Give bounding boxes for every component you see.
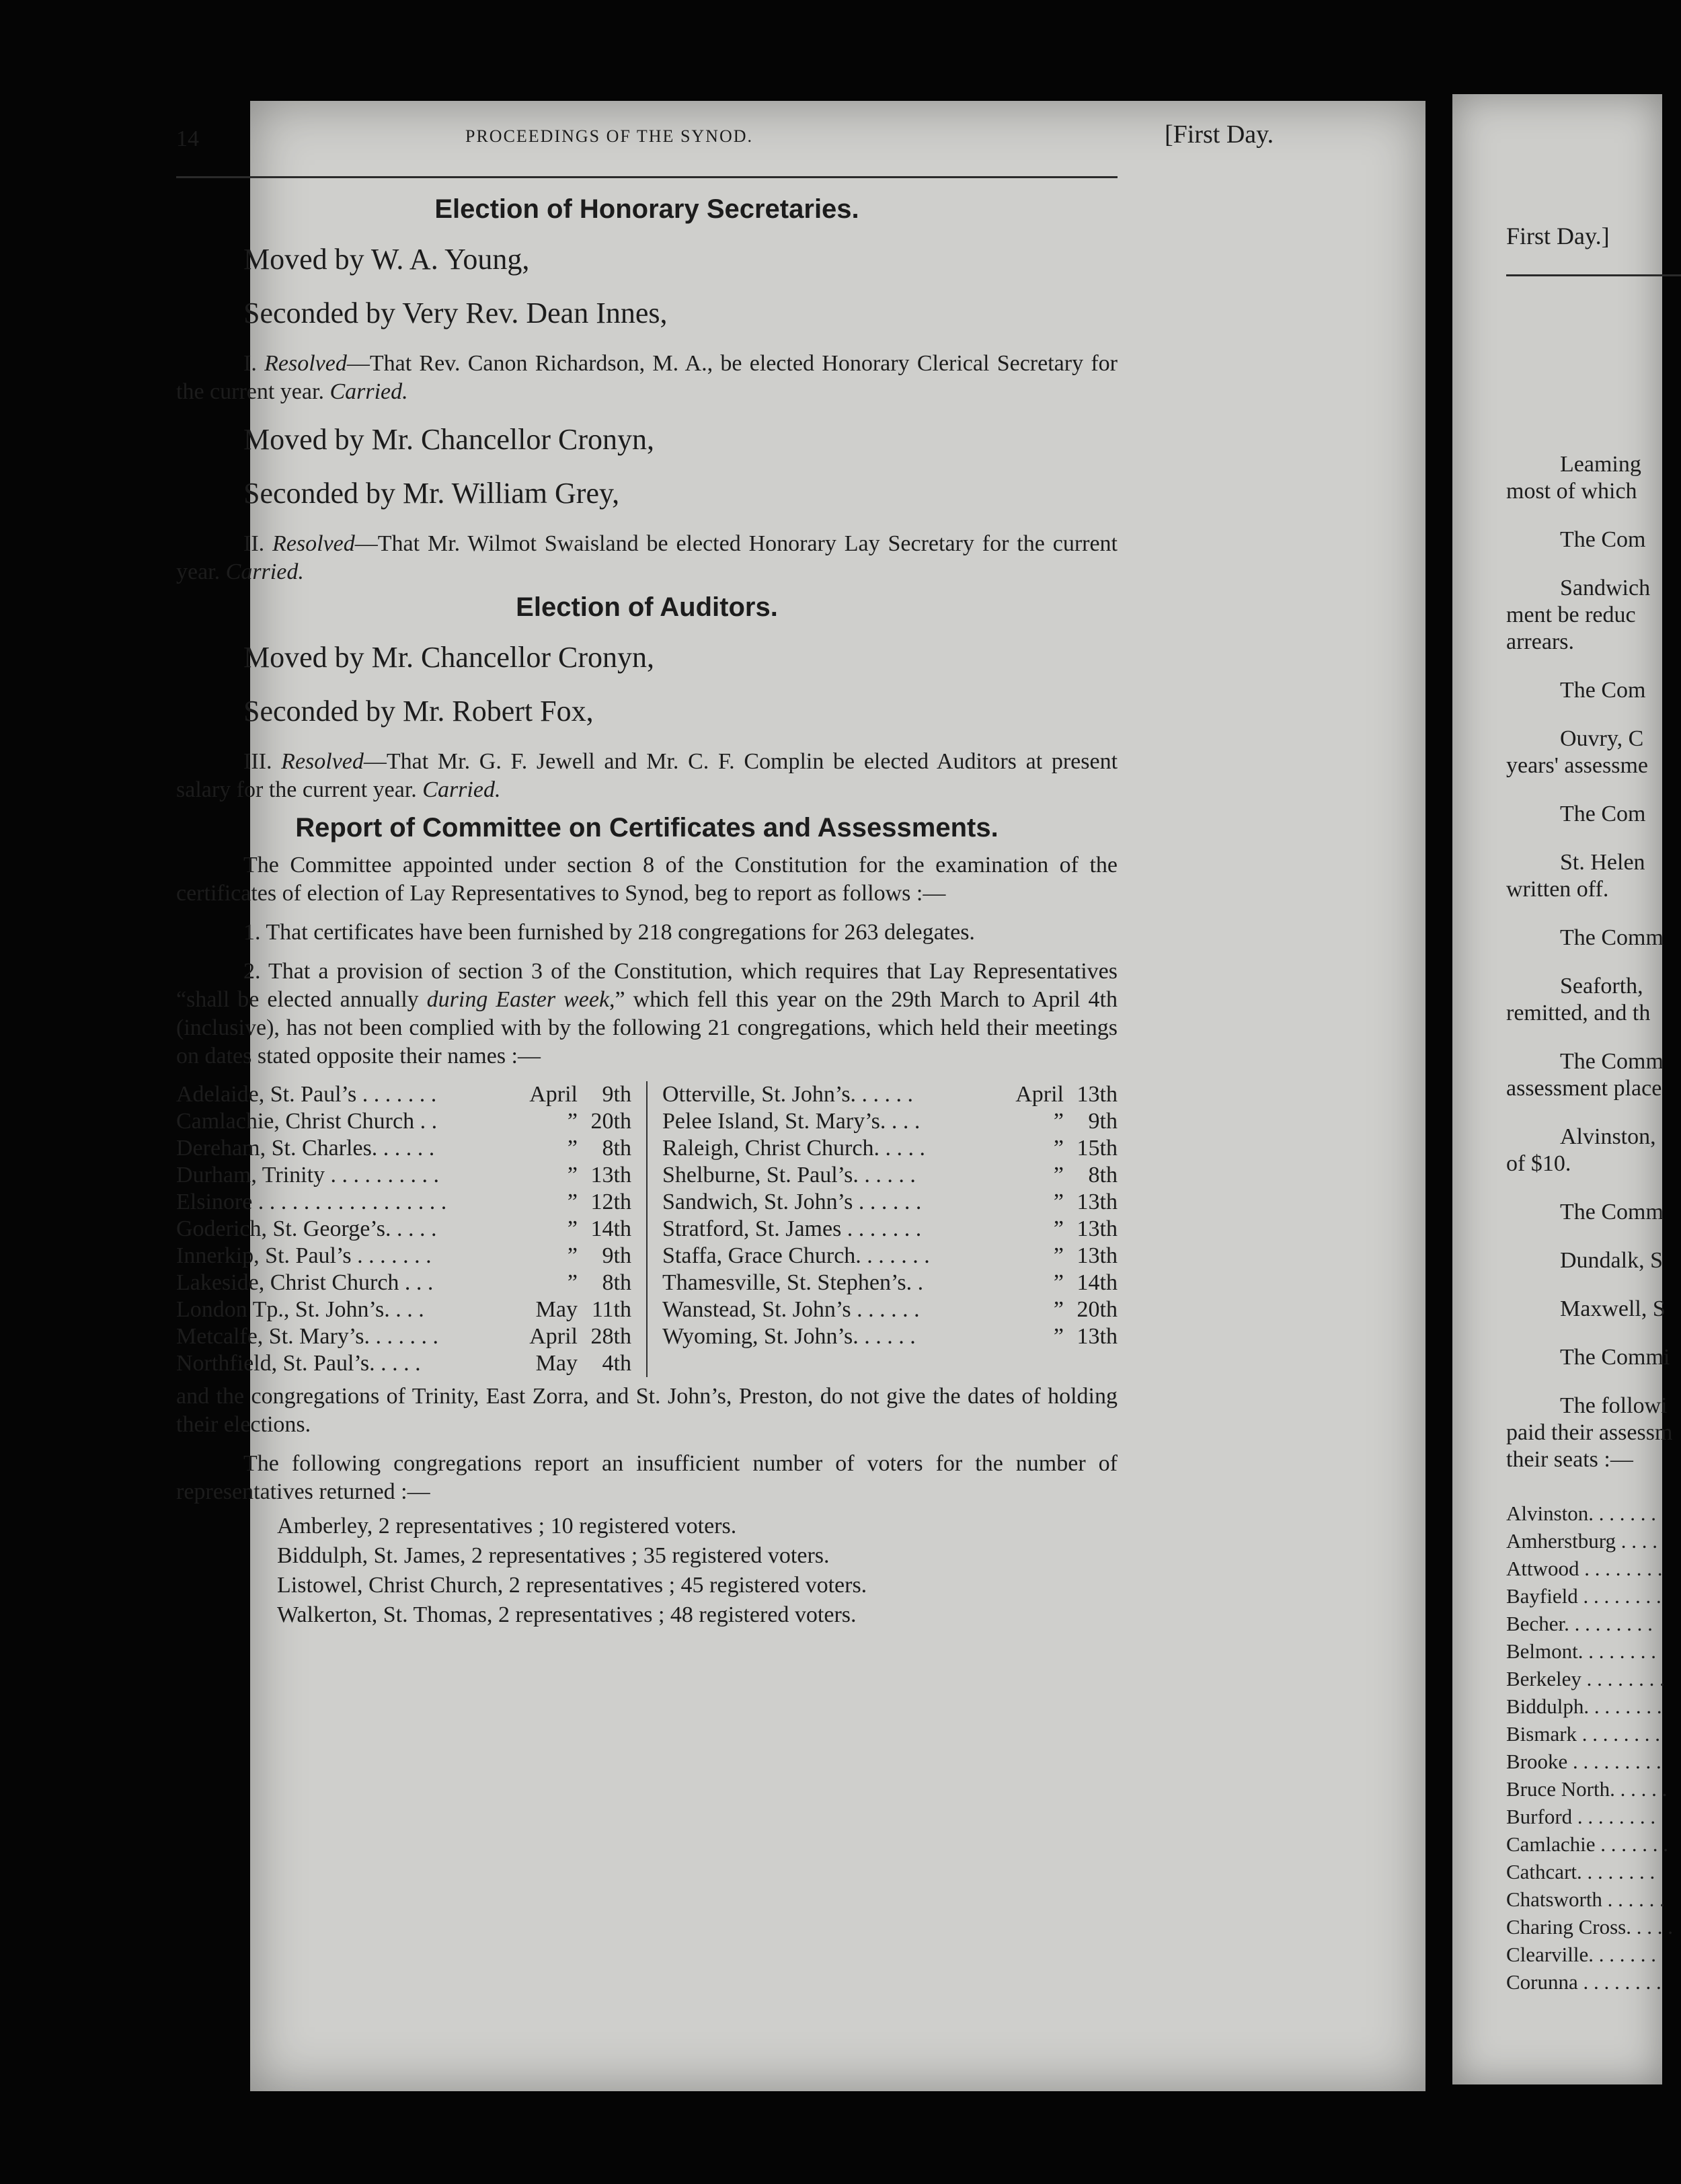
resolution-text: —That Mr. Wilmot Swaisland be elected Honorary Lay Secretary for the current year. [176,531,1118,584]
table-row [662,1270,1118,1296]
report-item-2-text-b: ,” which fell this year on the 29th March to April 4th (inclusive), has not been complied with by the following 21 congregations, which held their meetings on dates stated opposite their names :— [176,987,1118,1068]
resolution-number: III. [243,749,272,774]
fragment-line: remitted, and th [1506,1001,1651,1025]
congregation-date: 13th [1077,1082,1118,1107]
congregation-name: Thamesville, St. Stephen’s. . [662,1270,924,1295]
table-row [662,1296,1118,1323]
congregation-name: Durham, Trinity . . . . . . . . . . [176,1163,440,1187]
congregation-month: ” [567,1243,578,1268]
table-row [176,1270,631,1296]
heading-honorary-secretaries: Election of Honorary Secretaries. [434,194,859,224]
congregation-date: 9th [602,1082,631,1107]
right-page [1452,94,1673,2084]
moved-line: Moved by W. A. Young, [243,243,530,276]
table-row [176,1323,631,1350]
fragment-line: Alvinston, [1560,1124,1656,1149]
fragment-line: The Comm [1560,1049,1664,1074]
resolution-text: —That Rev. Canon Richardson, M. A., be elected Honorary Clerical Secretary for the current year. [176,351,1118,404]
fragment-line: The Com [1560,802,1646,826]
congregation-date: 8th [602,1270,631,1295]
congregation-date: 13th [590,1163,631,1187]
fragment-line: The followi [1560,1393,1668,1418]
congregation-date: 9th [1088,1109,1118,1134]
resolution-number: II. [243,531,265,556]
list-item: Listowel, Christ Church, 2 representatives ; 45 registered voters. [277,1573,867,1598]
congregation-name: Elsinore . . . . . . . . . . . . . . . . . [176,1190,447,1214]
congregation-date: 11th [591,1297,631,1322]
table-row [176,1108,631,1135]
insufficient-voters-list [277,1512,1118,1630]
table-row [176,1189,631,1216]
seconded-line: Seconded by Mr. Robert Fox, [243,695,594,728]
congregation-month: ” [567,1163,578,1187]
fragment-line: ment be reduc [1506,602,1636,627]
congregation-date: 13th [1077,1190,1118,1214]
congregation-month: May [535,1297,578,1322]
congregation-month: ” [567,1190,578,1214]
carried-word: Carried. [329,379,408,404]
congregation-name: Camlachie, Christ Church . . [176,1109,438,1134]
congregation-name: Metcalfe, St. Mary’s. . . . . . . [176,1324,438,1349]
congregation-date: 28th [590,1324,631,1349]
fragment-line: years' assessme [1506,753,1649,778]
congregation-date: 13th [1077,1216,1118,1241]
header-rule [176,176,1118,178]
congregation-month: ” [1053,1109,1064,1134]
congregation-name: Shelburne, St. Paul’s. . . . . . [662,1163,916,1187]
right-header-rule [1506,274,1681,276]
fragment-line: Sandwich [1560,576,1651,600]
table-row [176,1081,631,1108]
congregation-date: 20th [1077,1297,1118,1322]
congregation-month: May [535,1351,578,1376]
congregation-name: London Tp., St. John’s. . . . [176,1297,424,1322]
list-item: Camlachie . . . . . . . [1506,1832,1669,1856]
congregation-column-right [648,1081,1118,1377]
list-item: Amberley, 2 representatives ; 10 registered voters. [277,1514,737,1538]
heading-auditors: Election of Auditors. [516,592,778,622]
fragment-line: Leaming [1560,452,1641,477]
fragment-line: written off. [1506,877,1609,902]
resolution-number: I. [243,351,257,376]
congregation-name: Wanstead, St. John’s . . . . . . [662,1297,920,1322]
report-item-2-text-a: 2. That a provision of section 3 of the Constitution, which requires that Lay Representatives “shall be elected annually [176,959,1118,1012]
congregation-month: ” [1053,1297,1064,1322]
congregation-name: Innerkip, St. Paul’s . . . . . . . [176,1243,432,1268]
list-item: Alvinston. . . . . . . [1506,1502,1657,1525]
fragment-line: Ouvry, C [1560,726,1644,751]
congregation-month: April [529,1082,578,1107]
table-row [176,1350,631,1377]
list-item: Becher. . . . . . . . . [1506,1612,1653,1635]
report-item-2-emphasis: during Easter week [426,987,610,1012]
congregation-name: Pelee Island, St. Mary’s. . . . [662,1109,921,1134]
seconded-line: Seconded by Very Rev. Dean Innes, [243,297,668,329]
congregation-month: ” [567,1216,578,1241]
congregation-name: Sandwich, St. John’s . . . . . . [662,1190,922,1214]
table-row [176,1216,631,1243]
congregation-date: 8th [1088,1163,1118,1187]
table-row [662,1189,1118,1216]
congregation-month: ” [1053,1163,1064,1187]
list-item: Clearville. . . . . . . [1506,1943,1656,1966]
congregation-date: 13th [1077,1243,1118,1268]
running-day: [First Day. [1165,120,1274,149]
congregation-column-left [176,1081,648,1377]
congregation-name: Raleigh, Christ Church. . . . . [662,1136,925,1161]
page-number: 14 [176,126,199,151]
fragment-line: Seaforth, [1560,974,1643,999]
list-item: Berkeley . . . . . . . . [1506,1667,1665,1690]
fragment-line: The Comm [1560,925,1664,950]
carried-word: Carried. [422,777,501,802]
fragment-line: The Commi [1560,1345,1670,1370]
list-item: Corunna . . . . . . . . [1506,1970,1662,1994]
list-item: Brooke . . . . . . . . . [1506,1750,1662,1773]
congregation-month: ” [567,1109,578,1134]
congregation-name: Wyoming, St. John’s. . . . . . [662,1324,916,1349]
report-item-1: 1. That certificates have been furnished by 218 congregations for 263 delegates. [243,920,975,945]
table-row [662,1323,1118,1350]
fragment-line: Dundalk, S [1560,1248,1663,1273]
list-item: Chatsworth . . . . . . [1506,1887,1665,1911]
table-row [662,1243,1118,1270]
congregation-date: 13th [1077,1324,1118,1349]
resolved-word: Resolved [272,531,355,556]
congregation-date: 9th [602,1243,631,1268]
resolution-2 [176,530,1118,586]
list-item: Bruce North. . . . . . [1506,1777,1668,1801]
table-row [176,1296,631,1323]
fragment-line: The Com [1560,678,1646,703]
congregation-name: Adelaide, St. Paul’s . . . . . . . [176,1082,437,1107]
congregation-date: 14th [1077,1270,1118,1295]
congregation-name: Goderich, St. George’s. . . . . [176,1216,437,1241]
fragment-line: paid their assessm [1506,1420,1673,1445]
congregation-month: ” [1053,1324,1064,1349]
congregation-date: 15th [1077,1136,1118,1161]
fragment-line: arrears. [1506,629,1574,654]
resolution-3 [176,748,1118,804]
fragment-line: Maxwell, S [1560,1296,1666,1321]
congregation-month: ” [567,1270,578,1295]
left-page [176,101,1425,2091]
table-row [662,1108,1118,1135]
moved-line: Moved by Mr. Chancellor Cronyn, [243,423,655,456]
congregation-name: Dereham, St. Charles. . . . . . [176,1136,435,1161]
congregation-month: April [529,1324,578,1349]
congregation-month: ” [567,1136,578,1161]
congregation-month: April [1015,1082,1064,1107]
congregation-date: 4th [602,1351,631,1376]
congregation-date: 14th [590,1216,631,1241]
fragment-line: most of which [1506,479,1637,504]
resolved-word: Resolved [264,351,347,376]
list-item: Biddulph, St. James, 2 representatives ; 35 registered voters. [277,1543,830,1568]
list-item: Belmont. . . . . . . . [1506,1639,1657,1663]
fragment-line: of $10. [1506,1151,1571,1176]
insufficient-intro: The following congregations report an insufficient number of voters for the number of representatives returned :— [176,1451,1118,1504]
heading-report: Report of Committee on Certificates and Assessments. [295,813,999,843]
congregation-month: ” [1053,1190,1064,1214]
list-item: Cathcart. . . . . . . . [1506,1860,1655,1883]
fragment-line: their seats :— [1506,1447,1633,1472]
fragment-line: The Comm [1560,1200,1664,1224]
carried-word: Carried. [225,559,304,584]
congregation-date: 8th [602,1136,631,1161]
list-item: Burford . . . . . . . . [1506,1805,1656,1828]
congregation-month: ” [1053,1136,1064,1161]
congregation-month: ” [1053,1270,1064,1295]
congregation-name: Staffa, Grace Church. . . . . . . [662,1243,930,1268]
resolved-word: Resolved [281,749,364,774]
table-row [662,1216,1118,1243]
fragment-line: The Com [1560,527,1646,552]
report-item-2 [176,958,1118,1070]
table-row [662,1162,1118,1189]
list-item: Charing Cross. . . . . [1506,1915,1673,1939]
resolution-text: —That Mr. G. F. Jewell and Mr. C. F. Complin be elected Auditors at present salary for the current year. [176,749,1118,802]
congregation-name: Otterville, St. John’s. . . . . . [662,1082,914,1107]
list-item: Biddulph. . . . . . . . [1506,1694,1662,1718]
running-title: PROCEEDINGS OF THE SYNOD. [465,126,754,146]
table-row [662,1081,1118,1108]
congregation-date: 12th [590,1190,631,1214]
congregation-name: Lakeside, Christ Church . . . [176,1270,434,1295]
list-item: Amherstburg . . . . [1506,1529,1658,1553]
congregation-date: 20th [590,1109,631,1134]
congregation-month: ” [1053,1243,1064,1268]
congregation-month: ” [1053,1216,1064,1241]
list-item: Bayfield . . . . . . . . [1506,1584,1662,1608]
table-row [176,1162,631,1189]
table-row [176,1135,631,1162]
fragment-line: assessment place [1506,1076,1662,1101]
resolution-1 [176,350,1118,406]
congregation-name: Northfield, St. Paul’s. . . . . [176,1351,421,1376]
congregation-table [176,1081,1118,1377]
report-intro: The Committee appointed under section 8 of the Constitution for the examination of the certificates of election of Lay Representatives to Synod, beg to report as follows :— [176,853,1118,906]
table-row [662,1135,1118,1162]
right-running-day: First Day.] [1506,223,1610,249]
list-item: Attwood . . . . . . . . [1506,1557,1663,1580]
congregation-name: Stratford, St. James . . . . . . . [662,1216,922,1241]
page-body [176,188,1118,1630]
after-table-text: and the congregations of Trinity, East Zorra, and St. John’s, Preston, do not give the dates of holding their elections. [176,1384,1118,1437]
moved-line: Moved by Mr. Chancellor Cronyn, [243,641,655,674]
list-item: Walkerton, St. Thomas, 2 representatives ; 48 registered voters. [277,1602,857,1627]
seconded-line: Seconded by Mr. William Grey, [243,477,620,510]
table-row [176,1243,631,1270]
fragment-line: St. Helen [1560,850,1645,875]
list-item: Bismark . . . . . . . . [1506,1722,1661,1746]
